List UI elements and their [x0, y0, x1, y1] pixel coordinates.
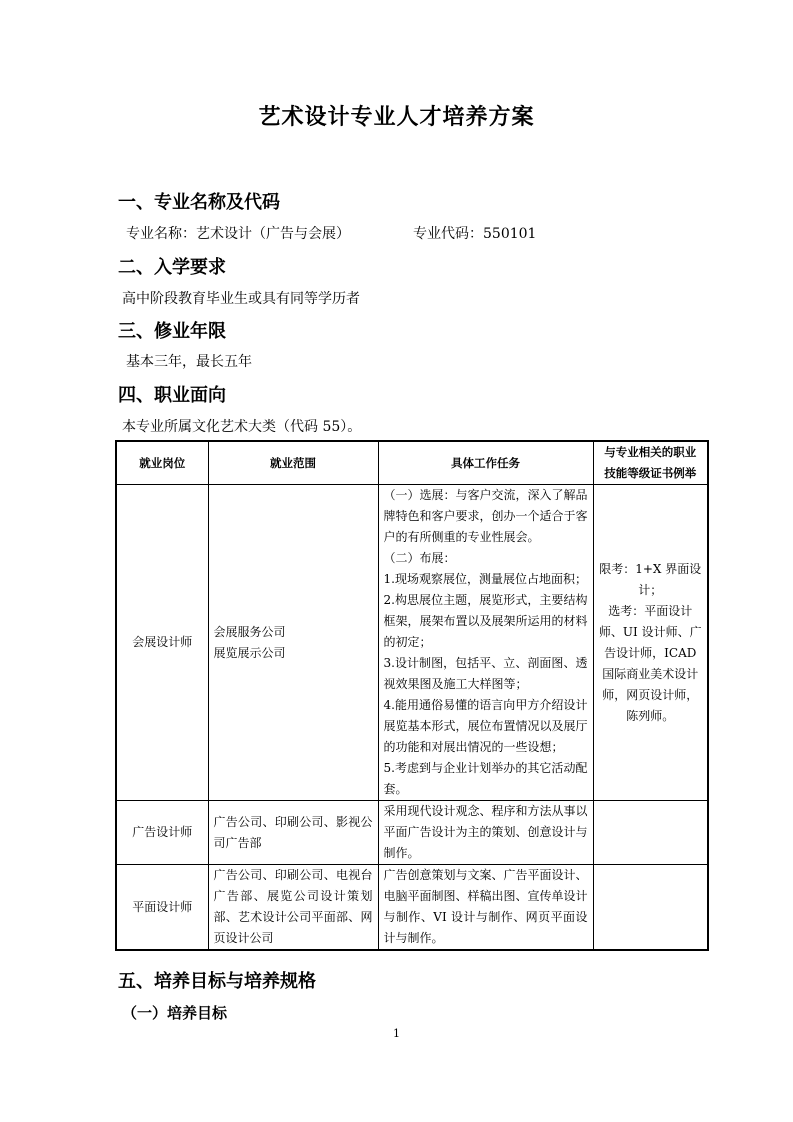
task-paragraph: 采用现代设计观念、程序和方法从事以平面广告设计为主的策划、创意设计与制作。 [383, 804, 588, 860]
page-number: 1 [393, 1027, 400, 1040]
header-cert-line1: 与专业相关的职业 [604, 445, 697, 459]
duration-text: 基本三年，最长五年 [126, 354, 252, 370]
task-paragraph: 广告创意策划与文案、广告平面设计、电脑平面制图、样稿出图、宣传单设计与制作、VI 设计与制作、网页平面设计与制作。 [383, 868, 588, 945]
cert-cell-empty [593, 865, 708, 951]
scope-line: 会展服务公司 [213, 624, 286, 639]
scope-line: 广告公司、印刷公司、影视公司广告部 [213, 814, 373, 850]
task-paragraph: 1.现场观察展位，测量展位占地面积； [383, 572, 587, 586]
row-scope [208, 865, 378, 951]
cert-cell [593, 485, 708, 801]
section-heading-admission: 二、入学要求 [118, 257, 226, 278]
subsection-heading-goals: （一）培养目标 [122, 1004, 228, 1022]
row-task [378, 865, 593, 951]
header-cert-line2: 技能等级证书例举 [604, 466, 697, 480]
task-paragraph: 3.设计制图，包括平、立、剖面图、透视效果图及施工大样图等； [383, 656, 588, 691]
table-row [116, 485, 708, 801]
row-post: 广告设计师 [116, 801, 208, 865]
row-scope [208, 801, 378, 865]
task-paragraph: 4.能用通俗易懂的语言向甲方介绍设计展览基本形式，展位布置情况以及展厅的功能和对展出情况的一些设想； [383, 698, 588, 754]
scope-line: 展览展示公司 [213, 645, 286, 660]
table-row [116, 865, 708, 951]
section-heading-training-goals: 五、培养目标与培养规格 [118, 971, 316, 992]
cert-cell-empty [593, 801, 708, 865]
header-cert [593, 441, 708, 485]
section-heading-major-name: 一、专业名称及代码 [118, 192, 280, 213]
task-paragraph: 5.考虑到与企业计划举办的其它活动配套。 [383, 761, 588, 796]
row-post: 会展设计师 [116, 485, 208, 801]
header-post: 就业岗位 [116, 441, 208, 485]
admission-text: 高中阶段教育毕业生或具有同等学历者 [122, 291, 360, 307]
cert-optional: 选考：平面设计师、UI 设计师、广告设计师，ICAD 国际商业美术设计师，网页设计师，陈列师。 [598, 603, 702, 723]
row-task [378, 801, 593, 865]
major-name-line: 专业名称：艺术设计（广告与会展） [126, 226, 350, 242]
career-text: 本专业所属文化艺术大类（代码 55）。 [122, 419, 362, 435]
scope-line: 广告公司、印刷公司、电视台广告部、展览公司设计策划部、艺术设计公司平面部、网页设计公司 [213, 868, 373, 945]
table-row [116, 801, 708, 865]
header-task: 具体工作任务 [378, 441, 593, 485]
cert-limit: 限考：1+X 界面设计； [599, 561, 702, 597]
row-post: 平面设计师 [116, 865, 208, 951]
task-paragraph: （二）布展： [383, 551, 456, 565]
row-task [378, 485, 593, 801]
section-heading-career: 四、职业面向 [118, 385, 226, 406]
task-paragraph: （一）选展：与客户交流，深入了解品牌特色和客户要求，创办一个适合于客户的有所侧重的专业性展会。 [383, 488, 588, 544]
row-scope [208, 485, 378, 801]
section-heading-duration: 三、修业年限 [118, 321, 226, 342]
table-header-row [116, 441, 708, 485]
career-table [115, 440, 709, 951]
document-title: 艺术设计专业人才培养方案 [258, 105, 535, 130]
header-scope: 就业范围 [208, 441, 378, 485]
major-code-line: 专业代码：550101 [413, 226, 537, 242]
task-paragraph: 2.构思展位主题，展览形式，主要结构框架，展架布置以及展架所运用的材料的初定； [383, 593, 588, 649]
